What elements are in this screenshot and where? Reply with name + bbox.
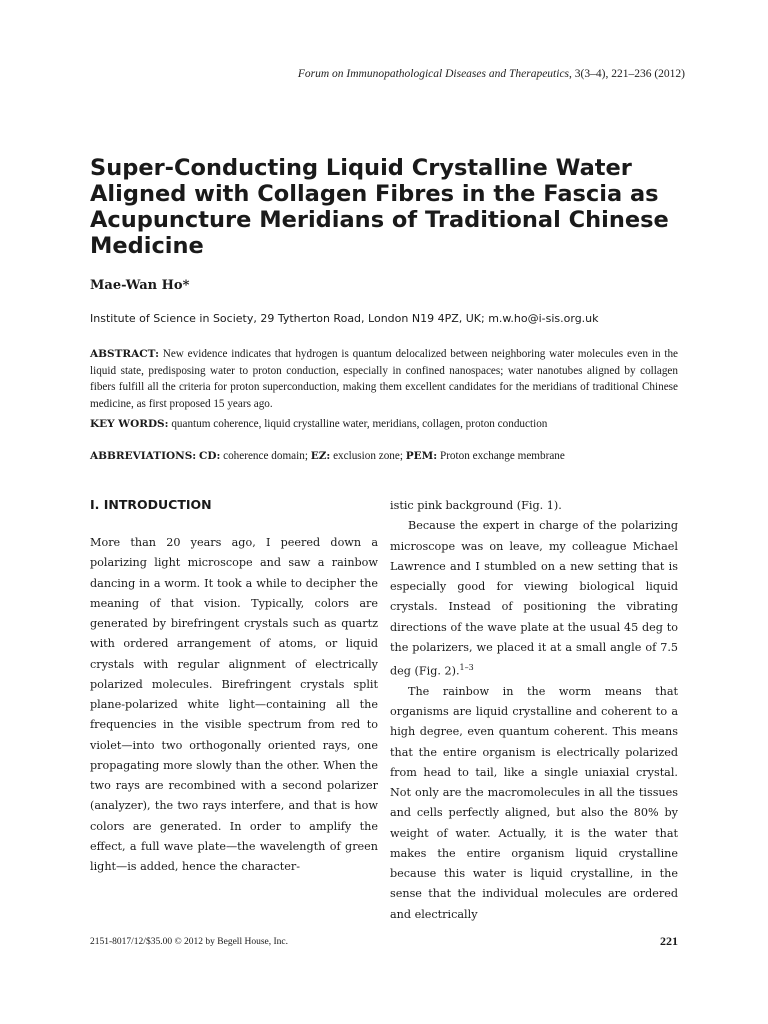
- abbr-ez-label: EZ:: [310, 450, 331, 462]
- abbr-cd-label: CD:: [198, 450, 221, 462]
- keywords-label: KEY WORDS:: [90, 418, 169, 430]
- abbreviations: [90, 450, 690, 462]
- citation-info: , 3(3–4), 221–236 (2012): [569, 68, 685, 80]
- keywords-text: quantum coherence, liquid crystalline water, meridians, collagen, proton conduction: [171, 418, 548, 430]
- intro-paragraph-1-continued: istic pink background (Fig. 1).: [390, 499, 562, 512]
- body-column-right: [390, 496, 678, 925]
- abbr-cd-text: coherence domain;: [223, 450, 308, 462]
- article-title: Super-Conducting Liquid Crystalline Water Aligned with Collagen Fibres in the Fascia as Acupuncture Meridians of Traditional Chinese Medicine: [90, 155, 669, 259]
- keywords: [90, 418, 690, 430]
- abbr-ez-text: exclusion zone;: [333, 450, 403, 462]
- author-name: Mae-Wan Ho*: [90, 278, 190, 293]
- abbr-pem-label: PEM:: [405, 450, 438, 462]
- abbr-pem-text: Proton exchange membrane: [439, 450, 565, 462]
- running-header: [285, 68, 685, 80]
- intro-paragraph-2-text: Because the expert in charge of the polarizing microscope was on leave, my colleague Michael Lawrence and I stumbled on a new setting that is especially good for viewing biological liquid crystals. Instead of positioning the vibrating directions of the wave plate at the usual 45 deg to the polarizers, we placed it at a small angle of 7.5 deg (Fig. 2).: [390, 519, 678, 678]
- body-column-left: [90, 533, 378, 877]
- abstract: [90, 346, 678, 412]
- citation-superscript: 1–3: [459, 663, 474, 672]
- author-affiliation: Institute of Science in Society, 29 Tytherton Road, London N19 4PZ, UK; m.w.ho@i-sis.org.uk: [90, 312, 599, 325]
- footer-copyright: 2151-8017/12/$35.00 © 2012 by Begell House, Inc.: [90, 937, 288, 947]
- abstract-text: New evidence indicates that hydrogen is quantum delocalized between neighboring water molecules even in the liquid state, predisposing water to proton conduction, especially in confined nanospaces; water nanotubes aligned by collagen fibers fulfill all the criteria for proton superconduction, making them excellent candidates for the meridians of traditional Chinese medicine, as first proposed 15 years ago.: [90, 348, 678, 410]
- intro-paragraph-3: The rainbow in the worm means that organisms are liquid crystalline and coherent to a high degree, even quantum coherent. This means that the entire organism is electrically polarized from head to tail, like a single uniaxial crystal. Not only are the macromolecules in all the tissues and cells perfectly aligned, but also the 80% by weight of water. Actually, it is the water that makes the entire organism liquid crystalline because this water is liquid crystalline, in the sense that the individual molecules are ordered and electrically: [390, 684, 678, 921]
- intro-paragraph-2: [390, 516, 678, 682]
- section-heading-introduction: I. INTRODUCTION: [90, 497, 212, 512]
- abbreviations-label: ABBREVIATIONS:: [90, 450, 197, 462]
- abstract-label: ABSTRACT:: [90, 348, 159, 360]
- intro-paragraph-1: More than 20 years ago, I peered down a polarizing light microscope and saw a rainbow dancing in a worm. It took a while to decipher the meaning of that vision. Typically, colors are generated by birefringent crystals such as quartz with ordered arrangement of atoms, or liquid crystals with regular alignment of electrically polarized molecules. Birefringent crystals split plane-polarized white light—containing all the frequencies in the visible spectrum from red to violet—into two orthogonally oriented rays, one propagating more slowly than the other. When the two rays are recombined with a second polarizer (analyzer), the two rays interfere, and that is how colors are generated. In order to amplify the effect, a full wave plate—the wavelength of green light—is added, hence the character-: [90, 536, 378, 873]
- journal-name: Forum on Immunopathological Diseases and Therapeutics: [297, 68, 570, 80]
- page-number: 221: [660, 934, 678, 948]
